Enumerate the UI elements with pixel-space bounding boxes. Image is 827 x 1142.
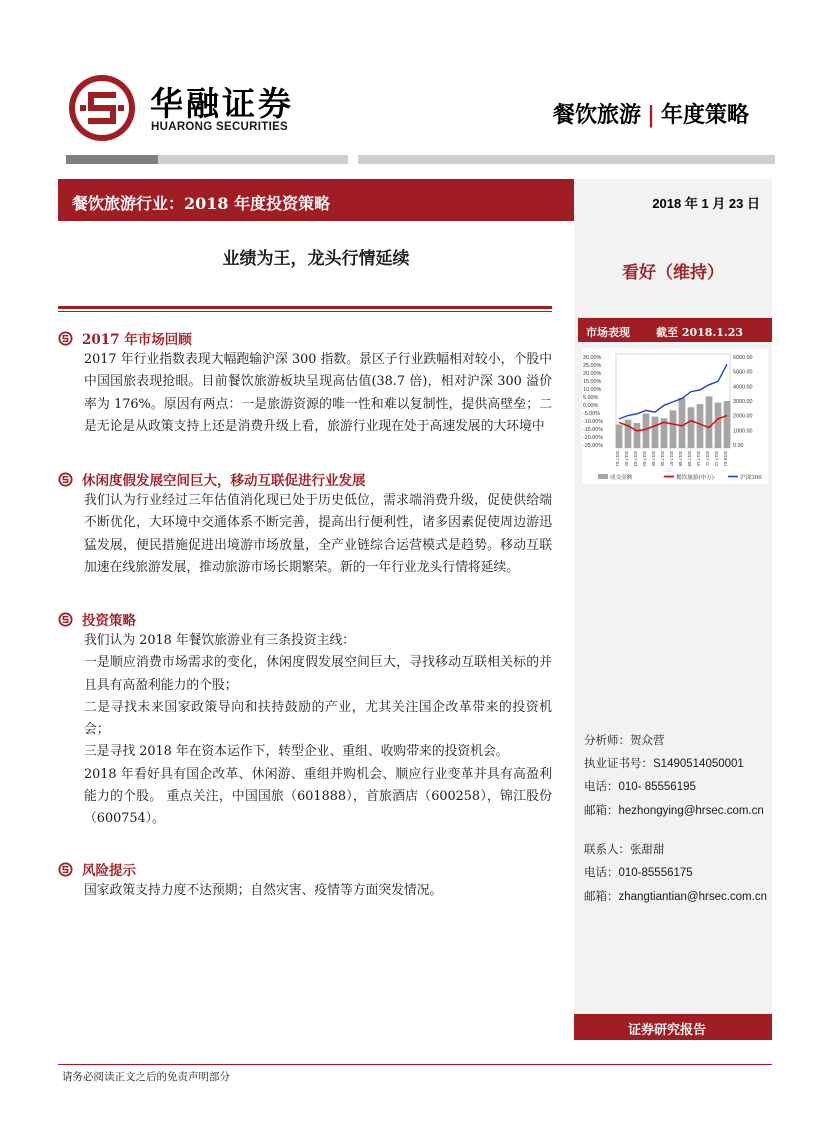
chart-x-tick-label: 2017-03 [633,451,638,467]
chart-x-tick-label: 2017-07 [669,451,674,467]
section-paragraph: 2018 年看好具有国企改革、休闲游、重组并购机会、顺应行业变革并具有高盈利能力的个股。 重点关注，中国国旅（601888），首旅酒店（600258），锦江股份（600754）。 [84,766,552,827]
section-title: 休闲度假发展空间巨大，移动互联促进行业发展 [82,473,366,489]
section-title: 投资策略 [82,613,136,629]
section-paragraph: 国家政策支持力度不达预期；自然灾害、疫情等方面突发情况。 [84,883,443,898]
chart-x-tick-label: 2017-09 [687,451,692,467]
chart-x-tick-label: 2017-05 [651,451,656,467]
email2-row [584,885,772,909]
analyst-label: 分析师： [584,733,630,747]
report-subtitle: 业绩为王，龙头行情延续 [222,249,410,269]
subtitle-rule-thick [58,306,552,309]
chart-bar [706,396,713,448]
chart-right-tick-label: 3000.00 [733,399,753,405]
report-date: 2018 年 1 月 23 日 [574,179,772,221]
license-row [584,752,772,776]
chart-left-tick-label: -15.00% [583,427,604,433]
analyst-name: 贺众营 [630,733,665,747]
header-bar-dark [66,155,158,164]
license-label: 执业证书号： [584,755,653,770]
chart-x-tick-label: 2017-06 [660,451,665,467]
report-title: 餐饮旅游行业：2018 年度投资策略 [58,179,574,221]
chart-legend-swatch [598,474,608,479]
chart-bar [688,407,695,448]
chart-bar [697,404,704,448]
brand-name-en: HUARONG SECURITIES [151,121,289,133]
section-heading [58,327,558,349]
contact-label: 联系人： [584,842,630,857]
phone2-label: 电话： [584,864,619,879]
section-heading [58,468,558,490]
section-paragraph: 一是顺应消费市场需求的变化，休闲度假发展空间巨大，寻找移动互联相关标的并且具有高盈利能力的个股； [84,655,552,693]
chart-left-tick-label: -5.00% [583,411,601,417]
chart-bar [616,425,623,449]
report-type-band: 证券研究报告 [574,1014,772,1040]
chart-right-tick-label: 6000.00 [733,355,753,361]
email2-label: 邮箱： [584,888,619,903]
report-type-label: 年度策略 [660,102,749,128]
chart-bar [670,410,677,448]
phone-value: 010- 85556195 [618,781,696,794]
section-heading [58,858,558,880]
contact-name: 张甜甜 [630,842,665,857]
email-link[interactable]: hezhongying@hrsec.com.cn [618,804,764,817]
market-performance-label: 市场表现 [586,326,630,339]
brand-name-cn: 华融证券 [150,84,294,123]
section-leisure-travel [58,468,558,579]
report-category [553,98,749,129]
section-title: 2017 年市场回顾 [82,332,192,348]
phone-label: 电话： [584,779,619,794]
chart-x-tick-label: 2017-08 [678,451,683,467]
chart-left-tick-label: 5.00% [583,395,599,401]
chart-legend-label: 沪深300 [740,475,762,481]
chart-bar [643,414,650,448]
section-paragraph: 我们认为行业经过三年估值消化现已处于历史低位，需求端消费升级，促使供给端不断优化，大环境中交通体系不断完善，提高出行便利性，诸多因素促使周边游迅猛发展，便民措施促进出境游市场放量，全产业链综合运营模式是趋势。移动互联加速在线旅游发展，推动旅游市场长期繁荣。新的一年行业龙头行情将延续。 [84,493,552,575]
header-bar-right [358,155,775,164]
footer-rule [58,1064,772,1065]
section-paragraph: 三是寻找 2018 年在资本运作下，转型企业、重组、收购带来的投资机会。 [84,744,509,760]
huarong-bullet-icon [58,862,73,877]
section-investment-strategy [58,608,558,831]
sidebar [574,221,772,1039]
chart-bar [715,403,722,448]
chart-x-tick-label: 2018-01 [723,451,728,467]
chart-bar [652,417,659,448]
chart-right-tick-label: 5000.00 [733,369,753,376]
chart-x-tick-label: 2017-01 [615,451,620,467]
section-paragraph: 我们认为 2018 年餐饮旅游业有三条投资主线： [84,633,356,648]
contact-row [584,838,772,861]
section-title: 风险提示 [82,863,136,879]
huarong-logo-icon [66,72,138,144]
chart-bar [634,423,641,448]
analyst-contacts [584,729,772,908]
phone-row [584,775,772,799]
chart-bar [625,420,632,448]
chart-left-tick-label: 25.00% [583,363,602,369]
subtitle-rule-thin [58,311,552,312]
chart-legend-label: 成交金额 [610,475,633,481]
huarong-bullet-icon [58,472,73,487]
market-as-of-date: 截至 2018.1.23 [656,326,744,339]
market-chart [582,348,768,484]
chart-left-tick-label: 30.00% [583,355,602,361]
phone2-value: 010-85556175 [618,866,693,879]
header-separator: | [646,102,655,128]
section-heading [58,608,558,630]
huarong-bullet-icon [58,331,73,346]
analyst-row [584,729,772,752]
email-label: 邮箱： [584,802,619,817]
huarong-bullet-icon [58,612,73,627]
chart-x-tick-label: 2017-12 [714,451,719,467]
chart-legend-label: 餐饮旅游(申万) [676,475,714,481]
market-performance-header [578,318,772,342]
email2-link[interactable]: zhangtiantian@hrsec.com.cn [618,890,767,903]
chart-x-tick-label: 2017-10 [696,451,701,467]
phone2-row [584,861,772,885]
chart-x-tick-label: 2017-02 [624,451,629,467]
chart-bar [679,398,686,448]
chart-bar [724,401,731,448]
sector-label: 餐饮旅游 [552,102,641,128]
chart-right-tick-label: 0.00 [733,443,744,449]
chart-left-tick-label: 20.00% [583,371,602,377]
chart-left-tick-label: 0.00% [583,403,599,409]
chart-right-tick-label: 1000.00 [733,428,753,435]
chart-left-tick-label: 10.00% [583,387,602,393]
market-chart-svg [582,348,768,484]
chart-right-tick-label: 4000.00 [733,384,753,391]
section-paragraph: 二是寻找未来国家政策导向和扶持鼓励的产业，尤其关注国企改革带来的投资机会； [84,699,552,738]
chart-x-tick-label: 2017-11 [705,451,710,467]
disclaimer-note: 请务必阅读正文之后的免责声明部分 [62,1071,230,1083]
chart-x-tick-label: 2017-04 [642,451,647,467]
section-paragraph: 2017 年行业指数表现大幅跑输沪深 300 指数。景区子行业跌幅相对较小，个股中中国国旅表现抢眼。目前餐饮旅游板块呈现高估值(38.7 倍)，相对沪深 300 溢价率为 176%。原因有两点：一是旅游资源的唯一性和难以复制性，提供高壁垒；二是无论是从政策支持上还是消费升级上看，旅游行业现在处于高速发展的大环境中 [84,352,552,434]
chart-left-tick-label: -10.00% [583,419,604,425]
email-row [584,799,772,823]
header-bar-light [158,155,348,164]
chart-left-tick-label: -25.00% [583,443,604,449]
chart-left-tick-label: 15.00% [583,379,602,385]
section-risk-warning [58,858,558,902]
chart-right-tick-label: 2000.00 [733,413,753,420]
section-market-review [58,327,558,438]
rating-label: 看好（维持） [622,263,724,283]
chart-left-tick-label: -20.00% [583,435,604,441]
license-value: S1490514050001 [653,757,744,770]
